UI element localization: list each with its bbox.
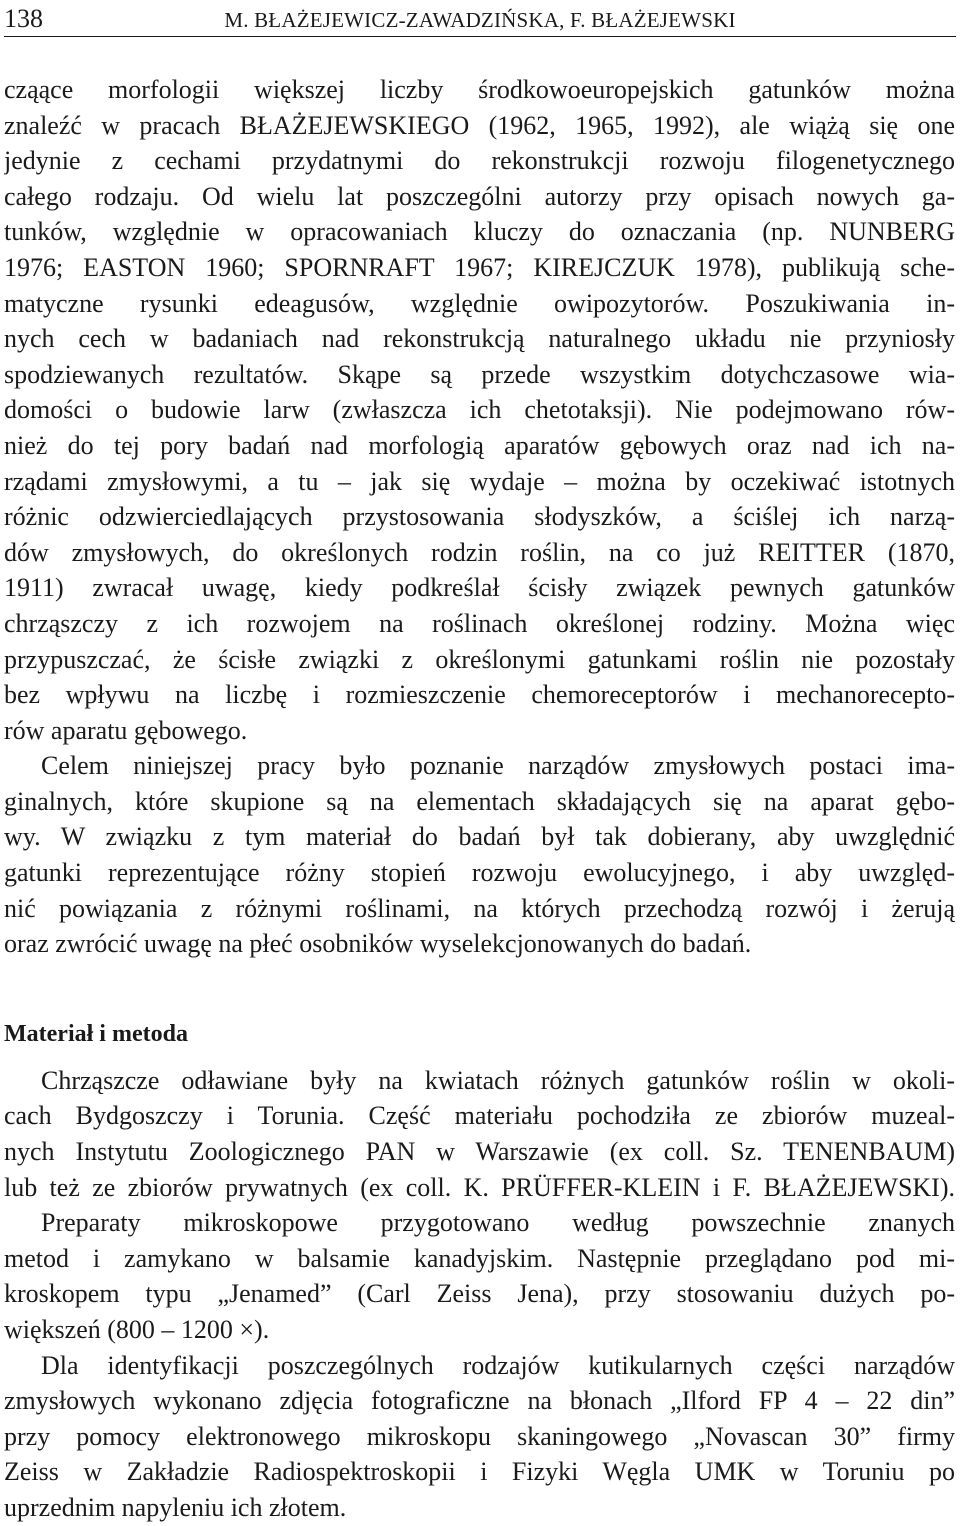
- text-line: zmysłowych wykonano zdjęcia fotograficzne na błonach „Ilford FP 4 – 22 din”: [4, 1386, 955, 1416]
- text-line: chrząszczy z ich rozwojem na roślinach określonej rodziny. Można więc: [4, 608, 955, 638]
- body-text: [4, 72, 955, 1526]
- text-line: ginalnych, które skupione są na elementach składających się na aparat gębo-: [4, 786, 955, 816]
- text-line: tunków, względnie w opracowaniach kluczy do oznaczania (np. NUNBERG: [4, 217, 955, 247]
- paragraph-intro-continued: [4, 72, 955, 748]
- text-line: rów aparatu gębowego.: [4, 715, 248, 745]
- text-line: gatunki reprezentujące różny stopień rozwoju ewolucyjnego, i aby uwzględ-: [4, 858, 955, 888]
- text-line: Zeiss w Zakładzie Radiospektroskopii i Fizyki Węgla UMK w Toruniu po: [4, 1457, 955, 1487]
- text-line: znaleźć w pracach BŁAŻEJEWSKIEGO (1962, 1965, 1992), ale wiążą się one: [4, 110, 955, 140]
- text-line: nych cech w badaniach nad rekonstrukcją naturalnego układu nie przyniosły: [4, 324, 955, 354]
- text-line: cząące morfologii większej liczby środkowoeuropejskich gatunków można: [4, 75, 955, 104]
- text-line: wy. W związku z tym materiał do badań był tak dobierany, aby uwzględnić: [4, 822, 955, 852]
- running-head: M. BŁAŻEJEWICZ-ZAWADZIŃSKA, F. BŁAŻEJEWSKI: [224, 8, 736, 32]
- text-line: kroskopem typu „Jenamed” (Carl Zeiss Jena), przy stosowaniu dużych po-: [4, 1279, 955, 1309]
- text-line: nić powiązania z różnymi roślinami, na których przechodzą rozwój i żerują: [4, 893, 955, 923]
- text-line: większeń (800 – 1200 ×).: [4, 1315, 270, 1344]
- paragraph-methods: [4, 1063, 955, 1526]
- section-heading: Materiał i metoda: [4, 1020, 188, 1047]
- text-line: oraz zwrócić uwagę na płeć osobników wyselekcjonowanych do badań.: [4, 929, 752, 959]
- text-line: lub też ze zbiorów prywatnych (ex coll. K. PRÜFFER-KLEIN i F. BŁAŻEJEWSKI).: [4, 1172, 955, 1202]
- text-line: przypuszczać, że ścisłe związki z określonymi gatunkami roślin nie pozostały: [4, 644, 955, 674]
- text-line: Preparaty mikroskopowe przygotowano według powszechnie znanych: [41, 1208, 955, 1238]
- text-line: różnic odzwierciedlających przystosowania słodyszków, a ściślej ich narzą-: [4, 502, 955, 532]
- paragraph-aim: [4, 748, 955, 962]
- text-line: cach Bydgoszczy i Torunia. Część materiału pochodziła ze zbiorów muzeal-: [4, 1101, 955, 1131]
- text-line: nych Instytutu Zoologicznego PAN w Warszawie (ex coll. Sz. TENENBAUM): [4, 1137, 955, 1167]
- text-line: 1976; EASTON 1960; SPORNRAFT 1967; KIREJCZUK 1978), publikują sche-: [4, 252, 955, 282]
- text-line: bez wpływu na liczbę i rozmieszczenie chemoreceptorów i mechanorecepto-: [4, 680, 955, 710]
- text-line: dów zmysłowych, do określonych rodzin roślin, na co już REITTER (1870,: [4, 537, 955, 567]
- text-line: jedynie z cechami przydatnymi do rekonstrukcji rozwoju filogenetycznego: [4, 146, 955, 176]
- page-header: [4, 2, 956, 37]
- text-line: całego rodzaju. Od wielu lat poszczególni autorzy przy opisach nowych ga-: [4, 181, 955, 211]
- text-line: rządami zmysłowymi, a tu – jak się wydaje – można by oczekiwać istotnych: [4, 466, 955, 496]
- text-line: Dla identyfikacji poszczególnych rodzajów kutikularnych części narządów: [41, 1350, 955, 1380]
- text-line: domości o budowie larw (zwłaszcza ich chetotaksji). Nie podejmowano rów-: [4, 395, 955, 425]
- text-line: matyczne rysunki edeagusów, względnie owipozytorów. Poszukiwania in-: [4, 288, 955, 318]
- text-line: przy pomocy elektronowego mikroskopu skaningowego „Novascan 30” firmy: [4, 1421, 955, 1451]
- text-line: Celem niniejszej pracy było poznanie narządów zmysłowych postaci ima-: [41, 751, 955, 781]
- text-line: uprzednim napyleniu ich złotem.: [4, 1492, 347, 1522]
- text-line: spodziewanych rezultatów. Skąpe są przede wszystkim dotychczasowe wia-: [4, 359, 955, 389]
- text-line: 1911) zwracał uwagę, kiedy podkreślał ścisły związek pewnych gatunków: [4, 573, 955, 603]
- text-line: Chrząszcze odławiane były na kwiatach różnych gatunków roślin w okoli-: [41, 1065, 955, 1095]
- text-line: metod i zamykano w balsamie kanadyjskim. Następnie przeglądano pod mi-: [4, 1243, 955, 1273]
- page-number: 138: [4, 4, 43, 33]
- text-line: nież do tej pory badań nad morfologią aparatów gębowych oraz nad ich na-: [4, 430, 955, 460]
